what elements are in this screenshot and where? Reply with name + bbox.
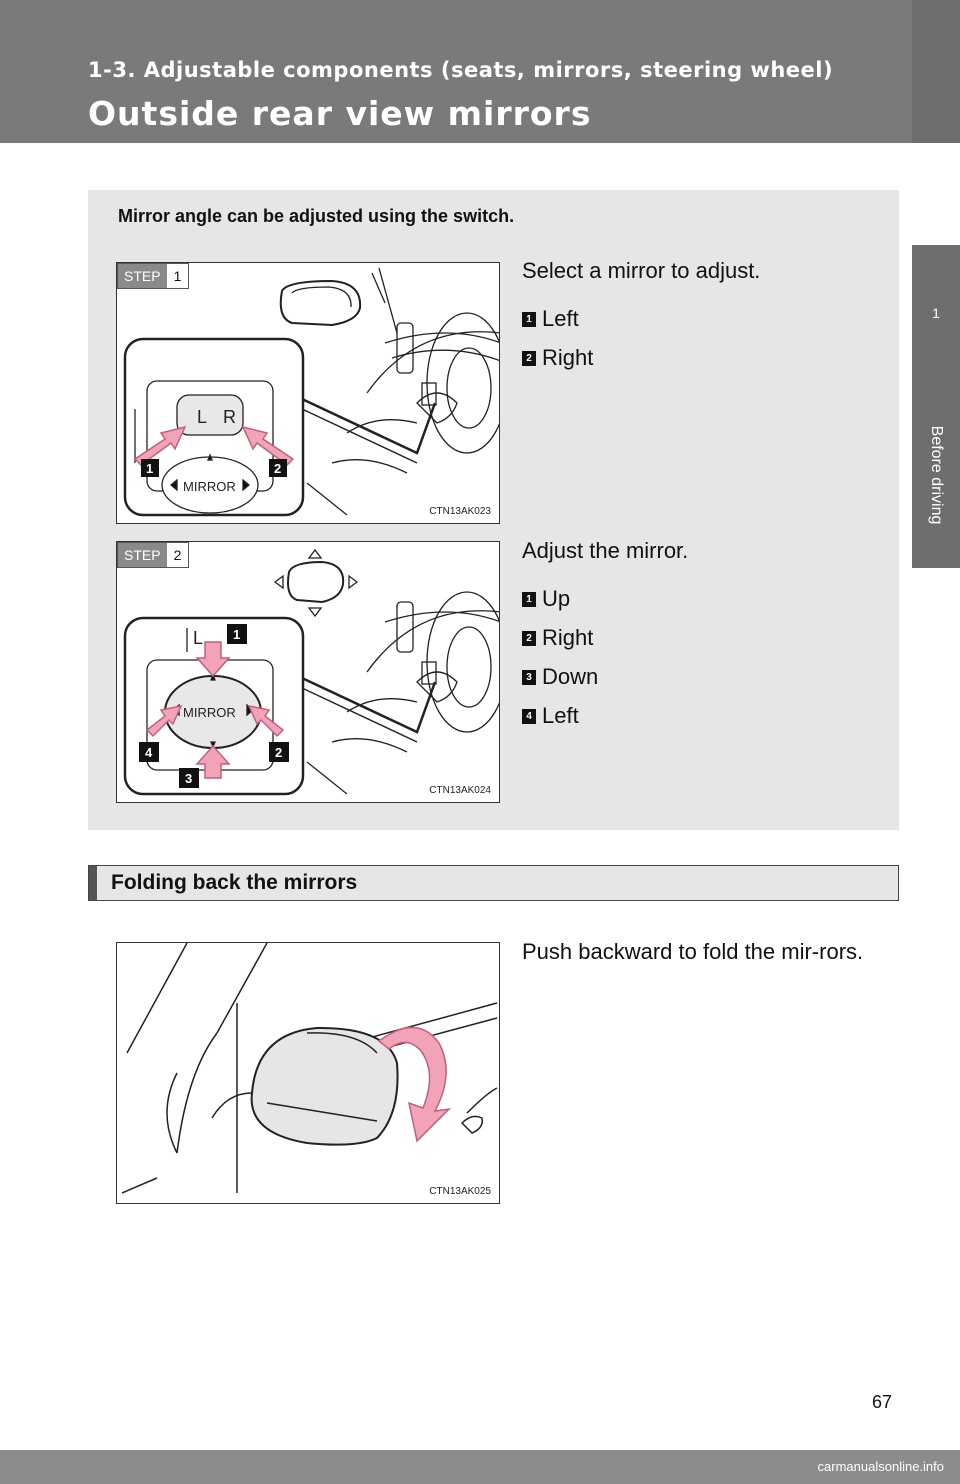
option-badge: 2 [522, 351, 536, 366]
footer-watermark[interactable]: carmanualsonline.info [817, 1459, 944, 1474]
step2-option-3 [522, 664, 598, 690]
switch-r-label: R [223, 407, 236, 427]
callout-3: 3 [185, 771, 193, 786]
step1-option-2 [522, 345, 593, 371]
page-header [0, 0, 960, 143]
side-tab-label-text: Before driving [928, 425, 945, 525]
step2-figure [116, 541, 500, 803]
step2-option-1 [522, 586, 570, 612]
option-label: Right [542, 625, 594, 650]
option-label: Left [542, 703, 579, 728]
step-label: STEP [118, 264, 167, 288]
option-label: Right [542, 345, 594, 370]
step2-tag [117, 542, 189, 568]
mirror-switch-label: MIRROR [183, 705, 236, 720]
callout-1: 1 [233, 627, 241, 642]
option-label: Left [542, 306, 579, 331]
option-badge: 1 [522, 312, 536, 327]
option-badge: 4 [522, 709, 536, 724]
step1-instruction: Select a mirror to adjust. [522, 258, 761, 283]
step1-option-1 [522, 306, 579, 332]
section-label: 1-3. Adjustable components (seats, mirrors, steering wheel) [88, 58, 834, 82]
step1-illustration [117, 263, 500, 524]
option-badge: 1 [522, 592, 536, 607]
figure-code: CTN13AK024 [429, 785, 491, 796]
folding-illustration [117, 943, 500, 1204]
option-label: Down [542, 664, 599, 689]
side-tab-number: 1 [912, 245, 960, 382]
step2-illustration [117, 542, 500, 803]
page-title: Outside rear view mirrors [88, 94, 592, 133]
option-label: Up [542, 586, 571, 611]
step1-figure [116, 262, 500, 524]
folding-figure [116, 942, 500, 1204]
intro-text: Mirror angle can be adjusted using the switch. [118, 206, 515, 226]
heading-stripe [89, 866, 97, 900]
footer-bar [0, 1450, 960, 1484]
folding-heading: Folding back the mirrors [111, 871, 358, 894]
mirror-switch-label: MIRROR [183, 479, 236, 494]
option-badge: 3 [522, 670, 536, 685]
page-number: 67 [872, 1392, 893, 1412]
option-badge: 2 [522, 631, 536, 646]
switch-l-label: L [193, 628, 204, 648]
step-number: 2 [173, 547, 182, 563]
step1-tag [117, 263, 189, 289]
callout-2: 2 [274, 461, 282, 476]
step2-option-2 [522, 625, 593, 651]
side-tab-top [912, 0, 960, 143]
step-label: STEP [118, 543, 167, 567]
step2-option-4 [522, 703, 579, 729]
figure-code: CTN13AK025 [429, 1186, 491, 1197]
callout-4: 4 [145, 745, 153, 760]
callout-1: 1 [146, 461, 154, 476]
figure-code: CTN13AK023 [429, 506, 491, 517]
switch-l-label: L [197, 407, 208, 427]
step-number: 1 [173, 268, 182, 284]
callout-2: 2 [275, 745, 283, 760]
side-tab-label [912, 382, 960, 568]
folding-text: Push backward to fold the mir-rors. [522, 939, 864, 964]
step2-instruction: Adjust the mirror. [522, 538, 689, 563]
folding-heading-bar [88, 865, 899, 901]
